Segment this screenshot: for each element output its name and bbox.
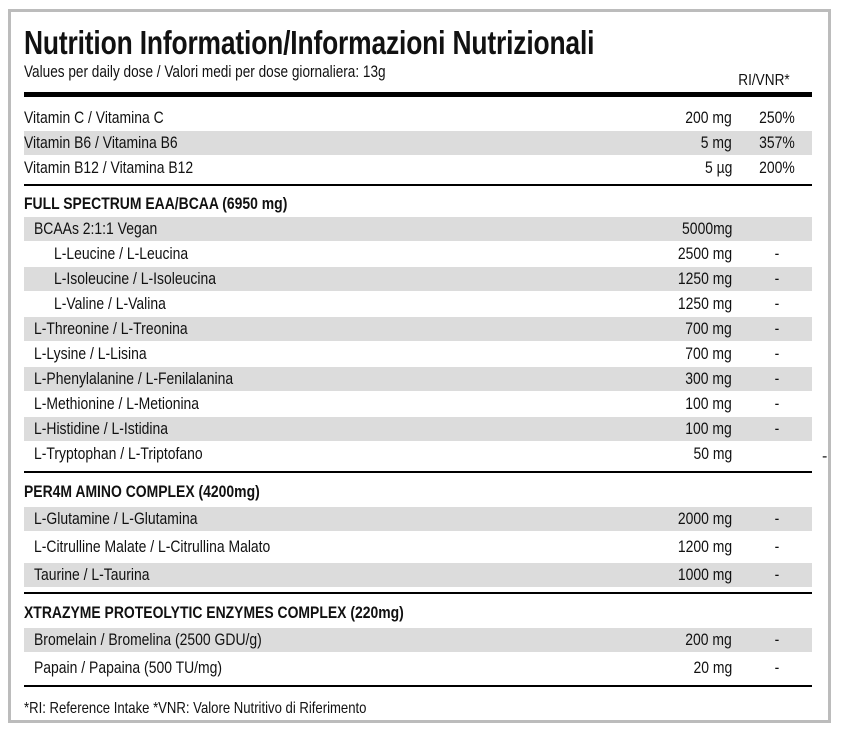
row-name: Vitamin C / Vitamina C: [24, 108, 164, 127]
table-row: [24, 217, 812, 241]
row-name: L-Phenylalanine / L-Fenilalanina: [34, 369, 234, 388]
row-name: Papain / Papaina (500 TU/mg): [34, 658, 223, 677]
row-name: L-Citrulline Malate / L-Citrullina Malato: [34, 537, 271, 556]
table-row: [24, 342, 812, 366]
stray-dash: -: [822, 448, 828, 465]
section-rule: [24, 592, 812, 594]
row-name: L-Tryptophan / L-Triptofano: [34, 444, 203, 463]
table-row: [24, 417, 812, 441]
row-name: L-Isoleucine / L-Isoleucina: [54, 269, 216, 288]
section-title-text: FULL SPECTRUM EAA/BCAA (6950 mg): [24, 194, 288, 213]
row-ri: -: [774, 294, 780, 313]
row-amount: 700 mg: [685, 319, 732, 338]
table-row: [24, 535, 812, 559]
row-amount: 300 mg: [685, 369, 732, 388]
section-title-text: XTRAZYME PROTEOLYTIC ENZYMES COMPLEX (220mg): [24, 603, 404, 622]
section-title-text: PER4M AMINO COMPLEX (4200mg): [24, 482, 260, 501]
section-rule: [24, 184, 812, 186]
table-row: [24, 156, 812, 180]
row-amount: 1250 mg: [677, 294, 732, 313]
row-amount: 2500 mg: [677, 244, 732, 263]
row-name: Vitamin B6 / Vitamina B6: [24, 133, 178, 152]
label-subtitle: Values per daily dose / Valori medi per dose giornaliera: 13g: [24, 62, 386, 81]
table-row: [24, 106, 812, 130]
nutrition-label: [8, 9, 831, 723]
row-amount: 100 mg: [685, 394, 732, 413]
row-ri: 357%: [759, 133, 795, 152]
section-title: [24, 601, 812, 625]
section-title: [24, 192, 812, 216]
row-amount: 200 mg: [685, 630, 732, 649]
table-row: [24, 563, 812, 587]
row-amount: 5 µg: [704, 158, 732, 177]
row-ri: -: [774, 537, 780, 556]
row-ri: 250%: [759, 108, 795, 127]
row-ri: -: [774, 319, 780, 338]
table-row: [24, 131, 812, 155]
row-ri: -: [774, 630, 780, 649]
row-amount: 200 mg: [685, 108, 732, 127]
row-ri: -: [774, 394, 780, 413]
table-row: [24, 628, 812, 652]
table-row: [24, 656, 812, 680]
row-name: L-Valine / L-Valina: [54, 294, 166, 313]
table-row: [24, 317, 812, 341]
row-name: L-Leucine / L-Leucina: [54, 244, 189, 263]
table-row: [24, 242, 812, 266]
table-row: [24, 367, 812, 391]
row-ri: 200%: [759, 158, 795, 177]
row-amount: 5000mg: [681, 219, 732, 238]
section-title: [24, 480, 812, 504]
row-ri: -: [774, 344, 780, 363]
row-ri: -: [774, 509, 780, 528]
row-amount: 100 mg: [685, 419, 732, 438]
row-amount: 2000 mg: [677, 509, 732, 528]
label-title: Nutrition Information/Informazioni Nutrizionali: [24, 24, 595, 61]
table-row: [24, 442, 812, 466]
ri-column-header: RI/VNR*: [738, 72, 790, 89]
row-ri: -: [774, 369, 780, 388]
row-amount: 50 mg: [693, 444, 732, 463]
row-name: L-Threonine / L-Treonina: [34, 319, 188, 338]
row-name: Bromelain / Bromelina (2500 GDU/g): [34, 630, 262, 649]
row-ri: -: [774, 565, 780, 584]
footer-note: *RI: Reference Intake *VNR: Valore Nutritivo di Riferimento: [24, 700, 367, 717]
row-name: L-Methionine / L-Metionina: [34, 394, 200, 413]
row-amount: 700 mg: [685, 344, 732, 363]
footer-rule: [24, 685, 812, 687]
row-amount: 1000 mg: [677, 565, 732, 584]
row-name: Taurine / L-Taurina: [34, 565, 150, 584]
row-name: BCAAs 2:1:1 Vegan: [34, 219, 158, 238]
row-name: L-Glutamine / L-Glutamina: [34, 509, 198, 528]
row-amount: 5 mg: [701, 133, 732, 152]
header-rule: [24, 92, 812, 97]
row-amount: 20 mg: [693, 658, 732, 677]
section-rule: [24, 471, 812, 473]
row-ri: -: [774, 658, 780, 677]
table-row: [24, 267, 812, 291]
table-row: [24, 392, 812, 416]
row-ri: -: [774, 269, 780, 288]
row-name: Vitamin B12 / Vitamina B12: [24, 158, 194, 177]
row-ri: -: [774, 244, 780, 263]
row-ri: -: [774, 419, 780, 438]
row-name: L-Lysine / L-Lisina: [34, 344, 147, 363]
table-row: [24, 292, 812, 316]
table-row: [24, 507, 812, 531]
row-amount: 1200 mg: [677, 537, 732, 556]
row-name: L-Histidine / L-Istidina: [34, 419, 169, 438]
row-amount: 1250 mg: [677, 269, 732, 288]
